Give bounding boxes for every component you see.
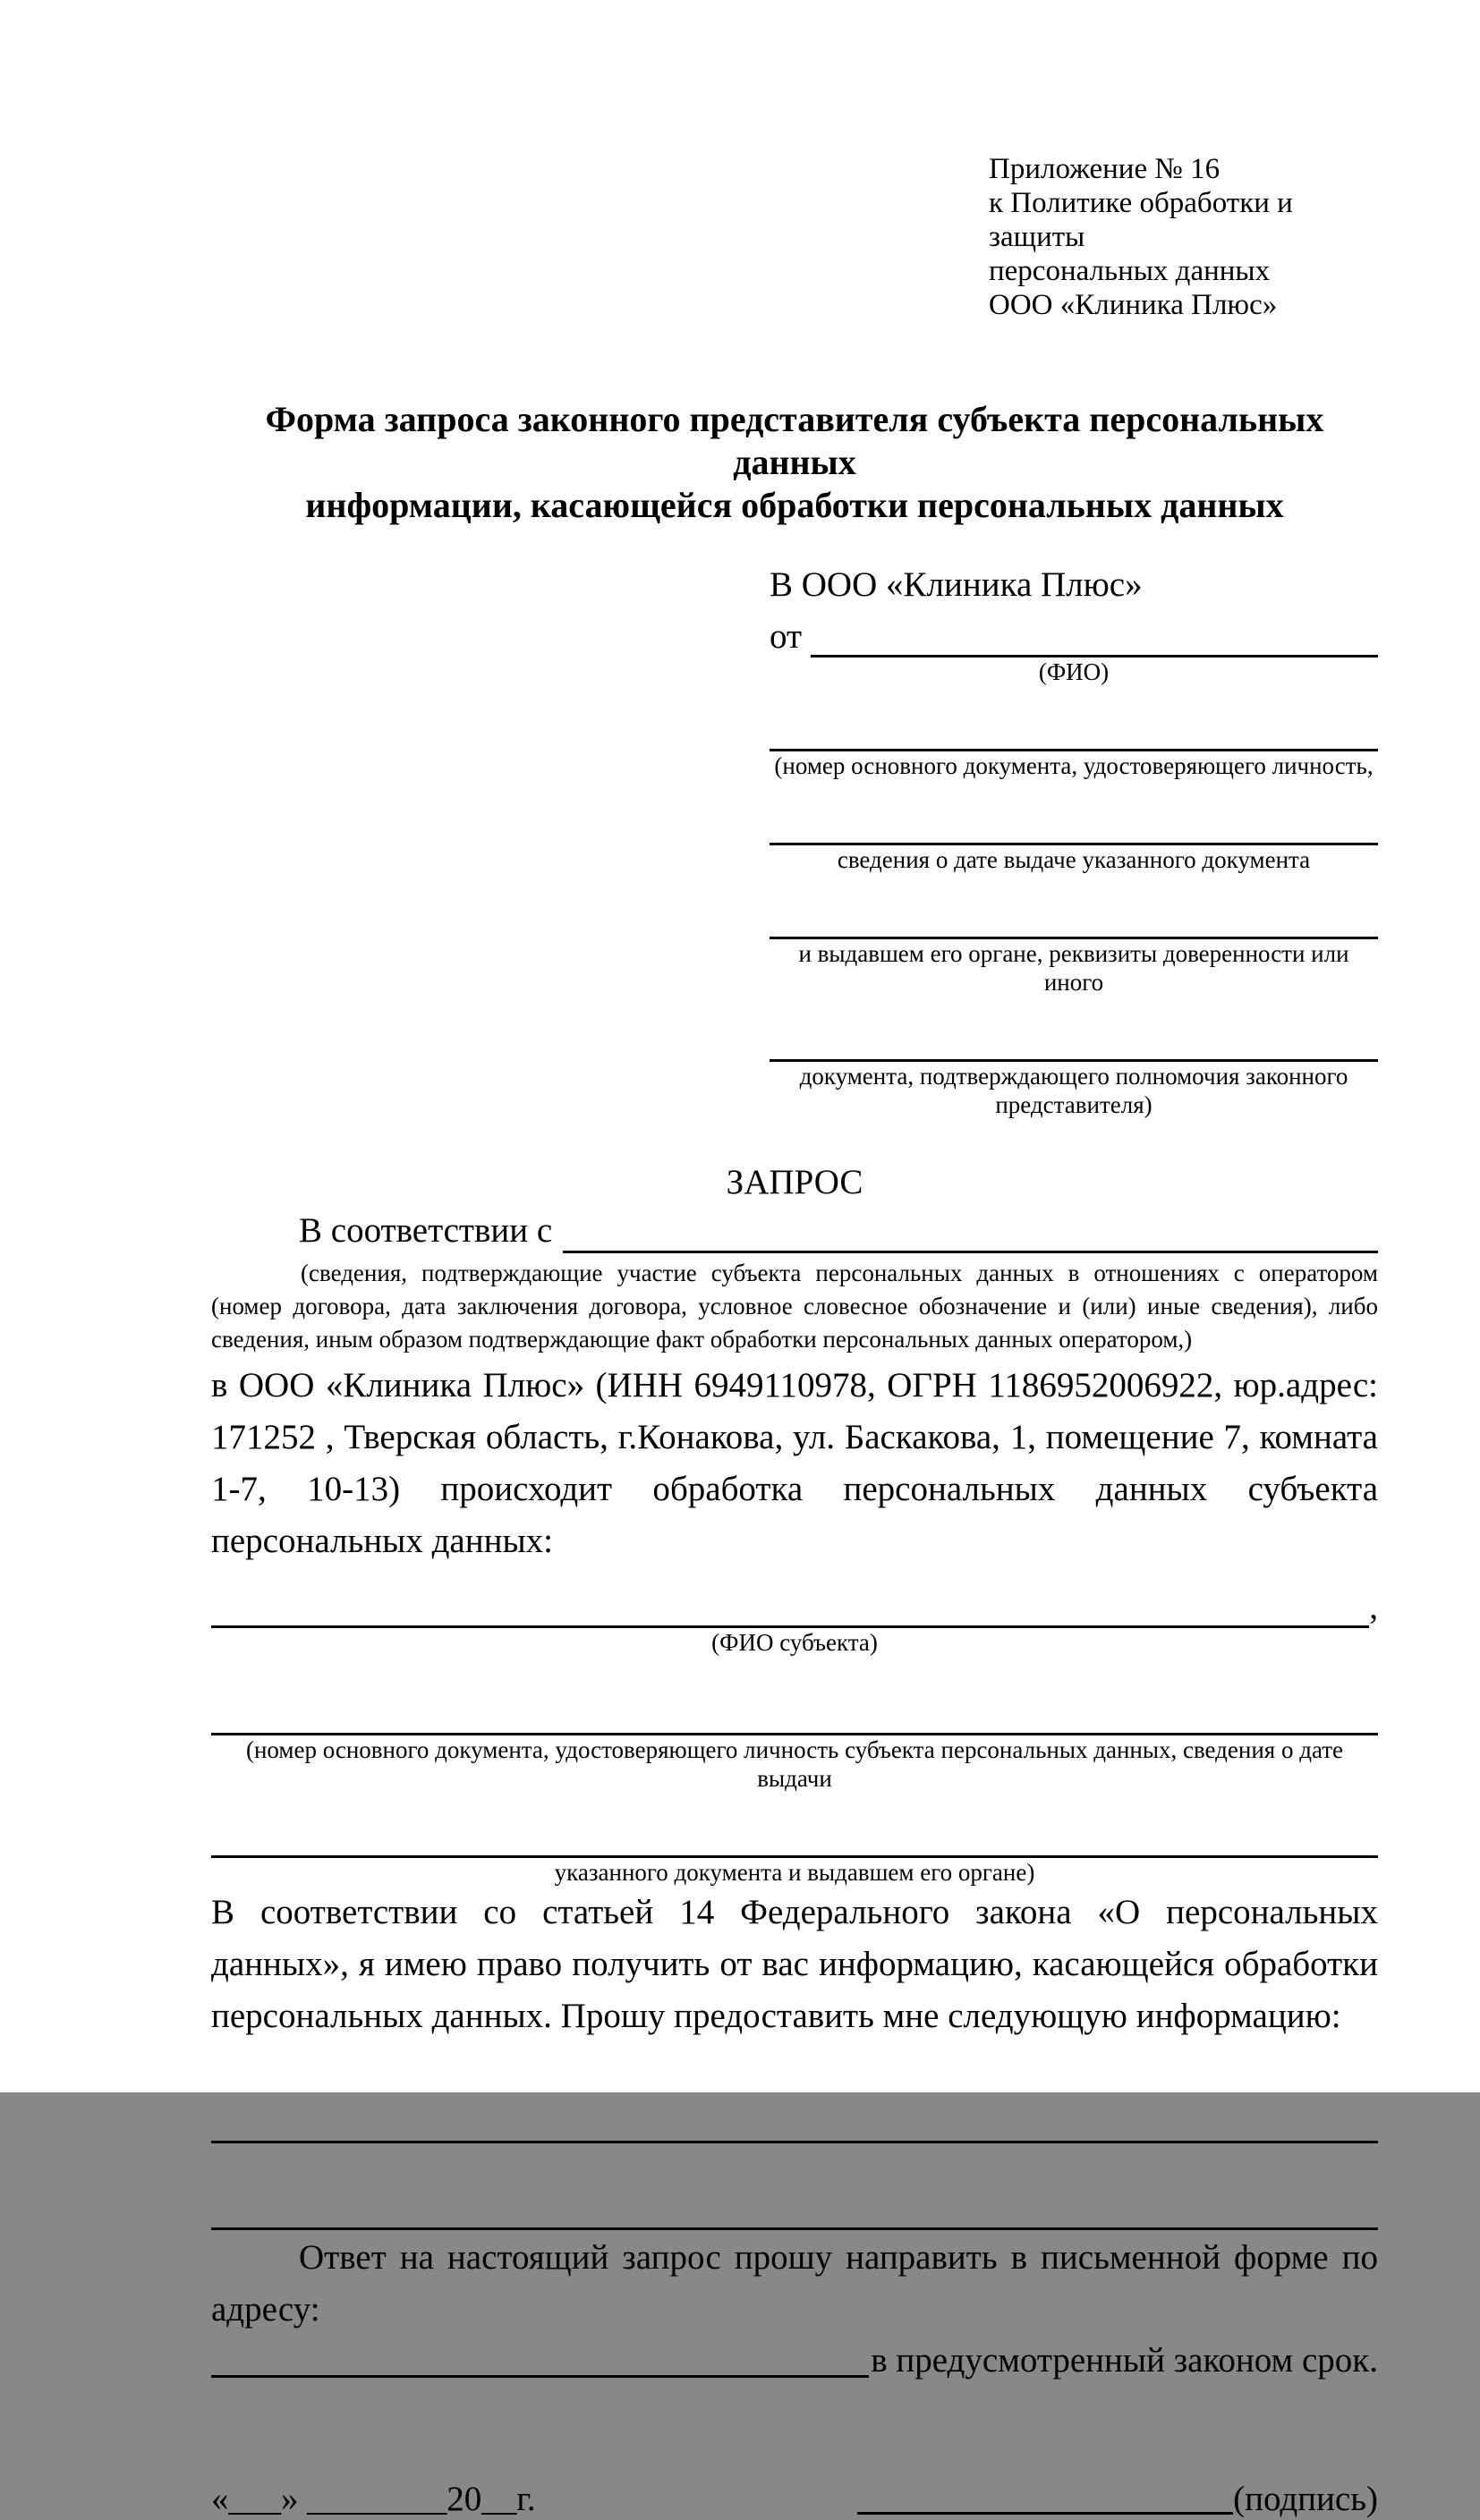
- footer-row: [211, 2476, 1378, 2520]
- basis-prefix: В соответствии с: [299, 1211, 553, 1250]
- signature-caption: (подпись): [1233, 2480, 1378, 2518]
- subject-fio-blank-line: [211, 1590, 1369, 1628]
- doc-blank-line-4: [770, 1023, 1378, 1062]
- basis-field-row: [211, 1209, 1378, 1253]
- subject-doc-blank-line-2: [211, 1820, 1378, 1858]
- doc-blank-line-1: [770, 713, 1378, 751]
- reply-paragraph: Ответ на настоящий запрос прошу направить в письменной форме по адресу:: [211, 2238, 1378, 2329]
- reply-address-row: [211, 2336, 1378, 2383]
- appendix-number: Приложение № 16: [989, 153, 1221, 185]
- rights-paragraph: В соответствии со статьей 14 Федерального закона «О персональных данных», я имею право получить от вас информацию, касающейся обработки персональных данных. Прошу предоставить мне следующую информацию:: [211, 1893, 1378, 2035]
- fio-caption: (ФИО): [1038, 658, 1110, 685]
- basis-blank-line: [563, 1211, 1378, 1253]
- appendix-policy-line: к Политике обработки и защиты: [989, 187, 1293, 253]
- subject-line-comma: ,: [1369, 1588, 1378, 1626]
- to-organization: В ООО «Клиника Плюс»: [770, 565, 1143, 604]
- subject-doc-caption-1: (номер основного документа, удостоверяющего личность субъекта персональных данных, сведения о дате выдачи: [245, 1736, 1344, 1792]
- reply-suffix: в предусмотренный законом срок.: [871, 2341, 1378, 2380]
- signature-blank-line: [857, 2476, 1233, 2515]
- doc-blank-line-3: [770, 901, 1378, 939]
- doc-caption-2: сведения о дате выдаче указанного документа: [837, 846, 1311, 873]
- from-label: от: [770, 617, 803, 656]
- from-blank-line: [811, 619, 1378, 658]
- operator-paragraph: в ООО «Клиника Плюс» (ИНН 6949110978, ОГРН 1186952006922, юр.адрес: 171252 , Тверская область, г.Конакова, ул. Баскакова, 1, помещение 7, комната 1-7, 10-13) происходит обработка персональных данных субъекта персональных данных:: [211, 1366, 1378, 1560]
- request-heading: ЗАПРОС: [726, 1163, 863, 1201]
- addressee-block: [770, 564, 1378, 1119]
- signature-block: [857, 2476, 1378, 2520]
- from-field-row: [770, 616, 1378, 658]
- date-field: «___» ________20__г.: [211, 2480, 536, 2518]
- doc-blank-line-2: [770, 807, 1378, 845]
- subject-fio-row: [211, 1587, 1378, 1628]
- appendix-header: [989, 152, 1378, 322]
- form-title-line1: Форма запроса законного представителя субъекта персональных данных: [265, 399, 1324, 482]
- subject-doc-caption-2: указанного документа и выдавшем его органе): [554, 1859, 1035, 1886]
- doc-caption-1: (номер основного документа, удостоверяющего личность,: [774, 752, 1374, 779]
- basis-fine-print: (сведения, подтверждающие участие субъекта персональных данных в отношениях с оператором (номер договора, дата заключения договора, условное словесное обозначение и (или) иные сведения), либо сведения, иным образом подтверждающие факт обработки персональных данных оператором,): [211, 1260, 1378, 1353]
- doc-caption-3: и выдавшем его органе, реквизиты доверенности или иного: [798, 940, 1349, 996]
- info-blank-line-2: [211, 2192, 1378, 2230]
- doc-caption-4: документа, подтверждающего полномочия законного представителя): [799, 1063, 1348, 1118]
- info-blank-line-1: [211, 2105, 1378, 2143]
- subject-fio-caption: (ФИО субъекта): [711, 1629, 878, 1656]
- reply-address-blank-line: [211, 2336, 869, 2378]
- form-title: [211, 398, 1378, 527]
- subject-doc-blank-line-1: [211, 1697, 1378, 1735]
- form-title-line2: информации, касающейся обработки персональных данных: [305, 485, 1284, 525]
- appendix-policy-line2: персональных данных: [989, 255, 1271, 287]
- appendix-company: ООО «Клиника Плюс»: [989, 289, 1278, 321]
